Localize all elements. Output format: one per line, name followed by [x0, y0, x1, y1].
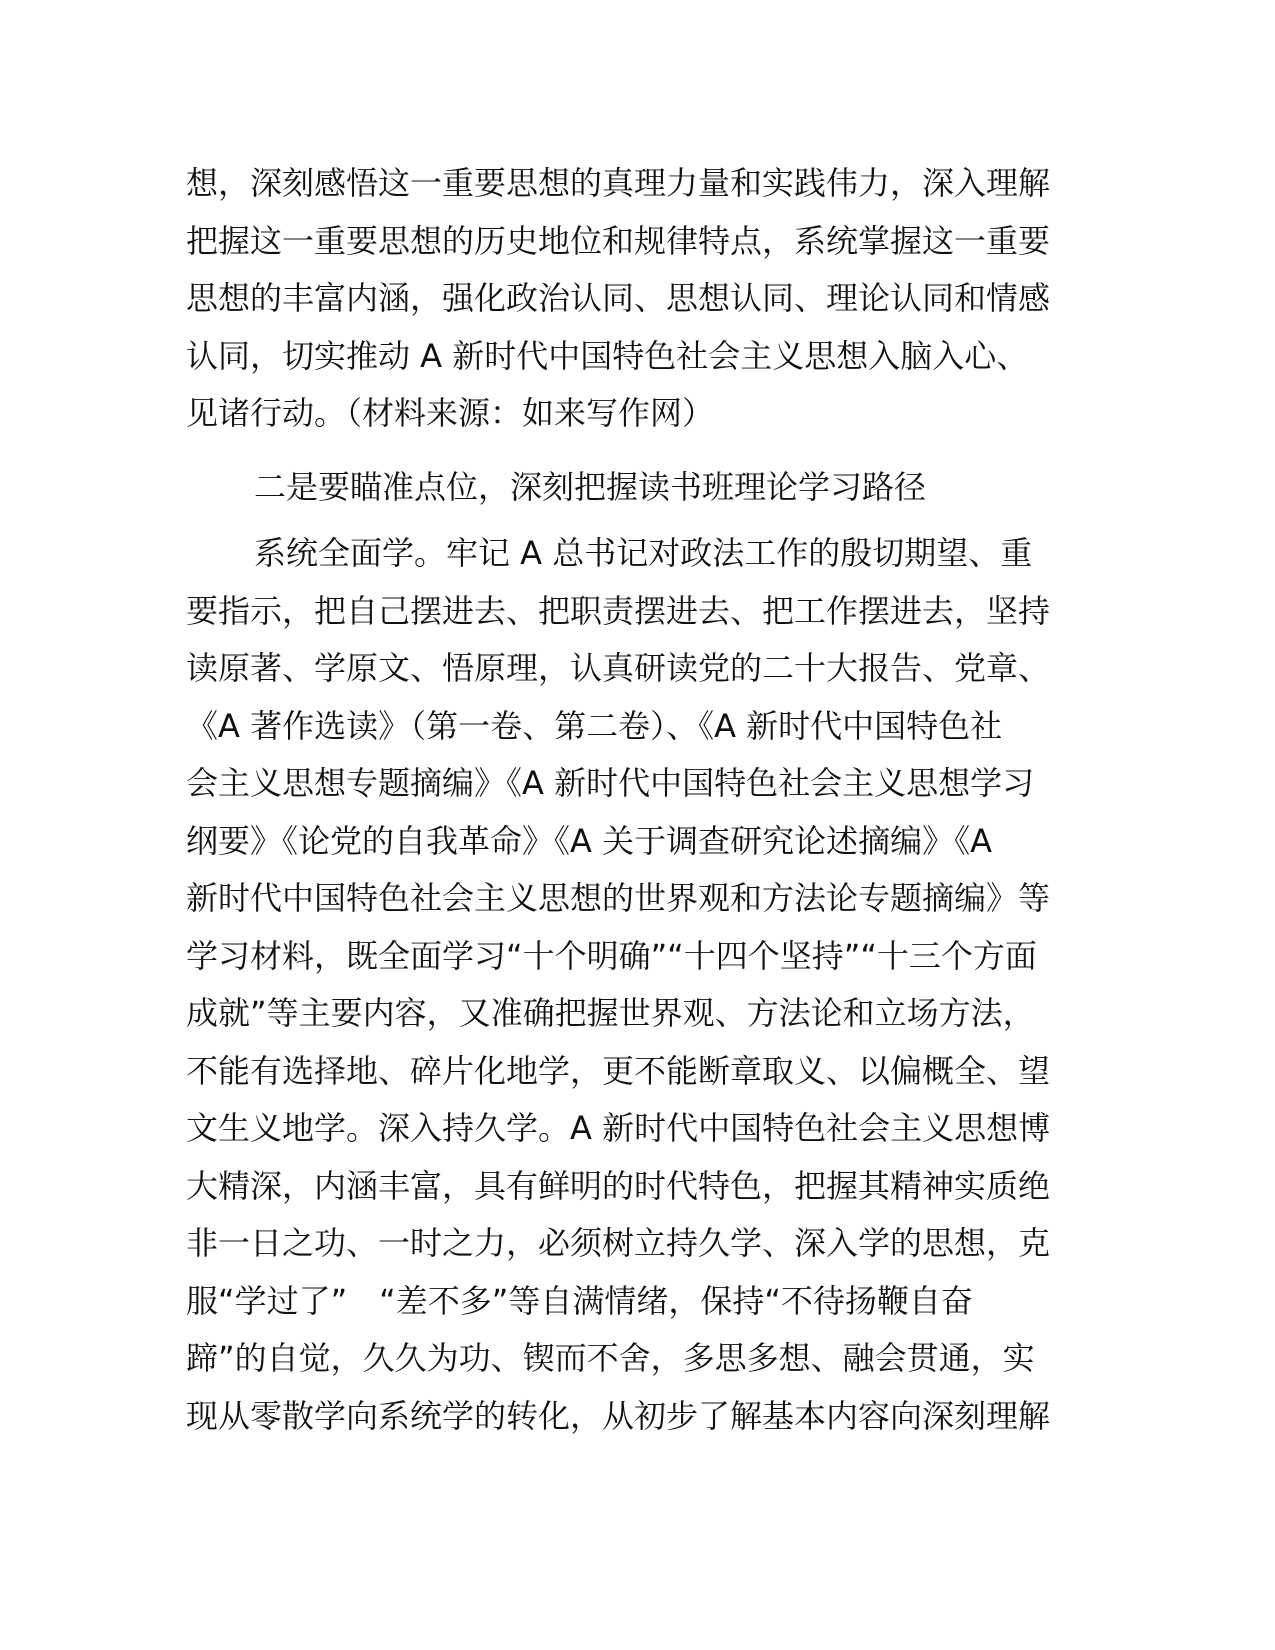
text-line: 读原著、学原文、悟原理，认真研读党的二十大报告、党章、 [186, 649, 1051, 687]
text-line: 纲要》《论党的自我革命》《A 关于调查研究论述摘编》《A [186, 821, 992, 860]
text-line: 服“学过了” “差不多”等自满情绪，保持“不待扬鞭自奋 [186, 1281, 973, 1320]
text-line: 现从零散学向系统学的转化，从初步了解基本内容向深刻理解 [186, 1396, 1051, 1435]
text-line: 文生义地学。深入持久学。A 新时代中国特色社会主义思想博 [186, 1109, 1051, 1147]
paragraph-body [186, 525, 1086, 1445]
text-line: 非一日之功、一时之力，必须树立持久学、深入学的思想，克 [186, 1224, 1051, 1262]
text-line: 思想的丰富内涵，强化政治认同、思想认同、理论认同和情感 [186, 279, 1051, 317]
text-line: 把握这一重要思想的历史地位和规律特点，系统掌握这一重要 [186, 221, 1051, 260]
text-line: 想，深刻感悟这一重要思想的真理力量和实践伟力，深入理解 [186, 164, 1051, 202]
heading-text: 二是要瞄准点位，深刻把握读书班理论学习路径 [254, 468, 927, 506]
text-line: 认同，切实推动 A 新时代中国特色社会主义思想入脑入心、 [186, 336, 1029, 375]
text-line: 大精深，内涵丰富，具有鲜明的时代特色，把握其精神实质绝 [186, 1166, 1051, 1205]
paragraph-continuation [186, 155, 1086, 443]
text-line: 要指示，把自己摆进去、把职责摆进去、把工作摆进去，坚持 [186, 591, 1051, 630]
text-line: 成就”等主要内容，又准确把握世界观、方法论和立场方法， [186, 994, 1035, 1032]
text-line: 学习材料，既全面学习“十个明确”“十四个坚持”“十三个方面 [186, 936, 1037, 975]
text-line: 《A 著作选读》（第一卷、第二卷）、《A 新时代中国特色社 [186, 706, 1003, 745]
section-heading [186, 459, 1086, 517]
text-line: 新时代中国特色社会主义思想的世界观和方法论专题摘编》等 [186, 879, 1051, 917]
text-line: 系统全面学。牢记 A 总书记对政法工作的殷切期望、重 [254, 534, 1033, 572]
text-line: 会主义思想专题摘编》《A 新时代中国特色社会主义思想学习 [186, 764, 1035, 802]
text-line: 蹄”的自觉，久久为功、锲而不舍，多思多想、融会贯通，实 [186, 1339, 1035, 1377]
text-line: 不能有选择地、碎片化地学，更不能断章取义、以偏概全、望 [186, 1051, 1051, 1090]
text-line: 见诸行动。（材料来源：如来写作网） [186, 394, 715, 432]
